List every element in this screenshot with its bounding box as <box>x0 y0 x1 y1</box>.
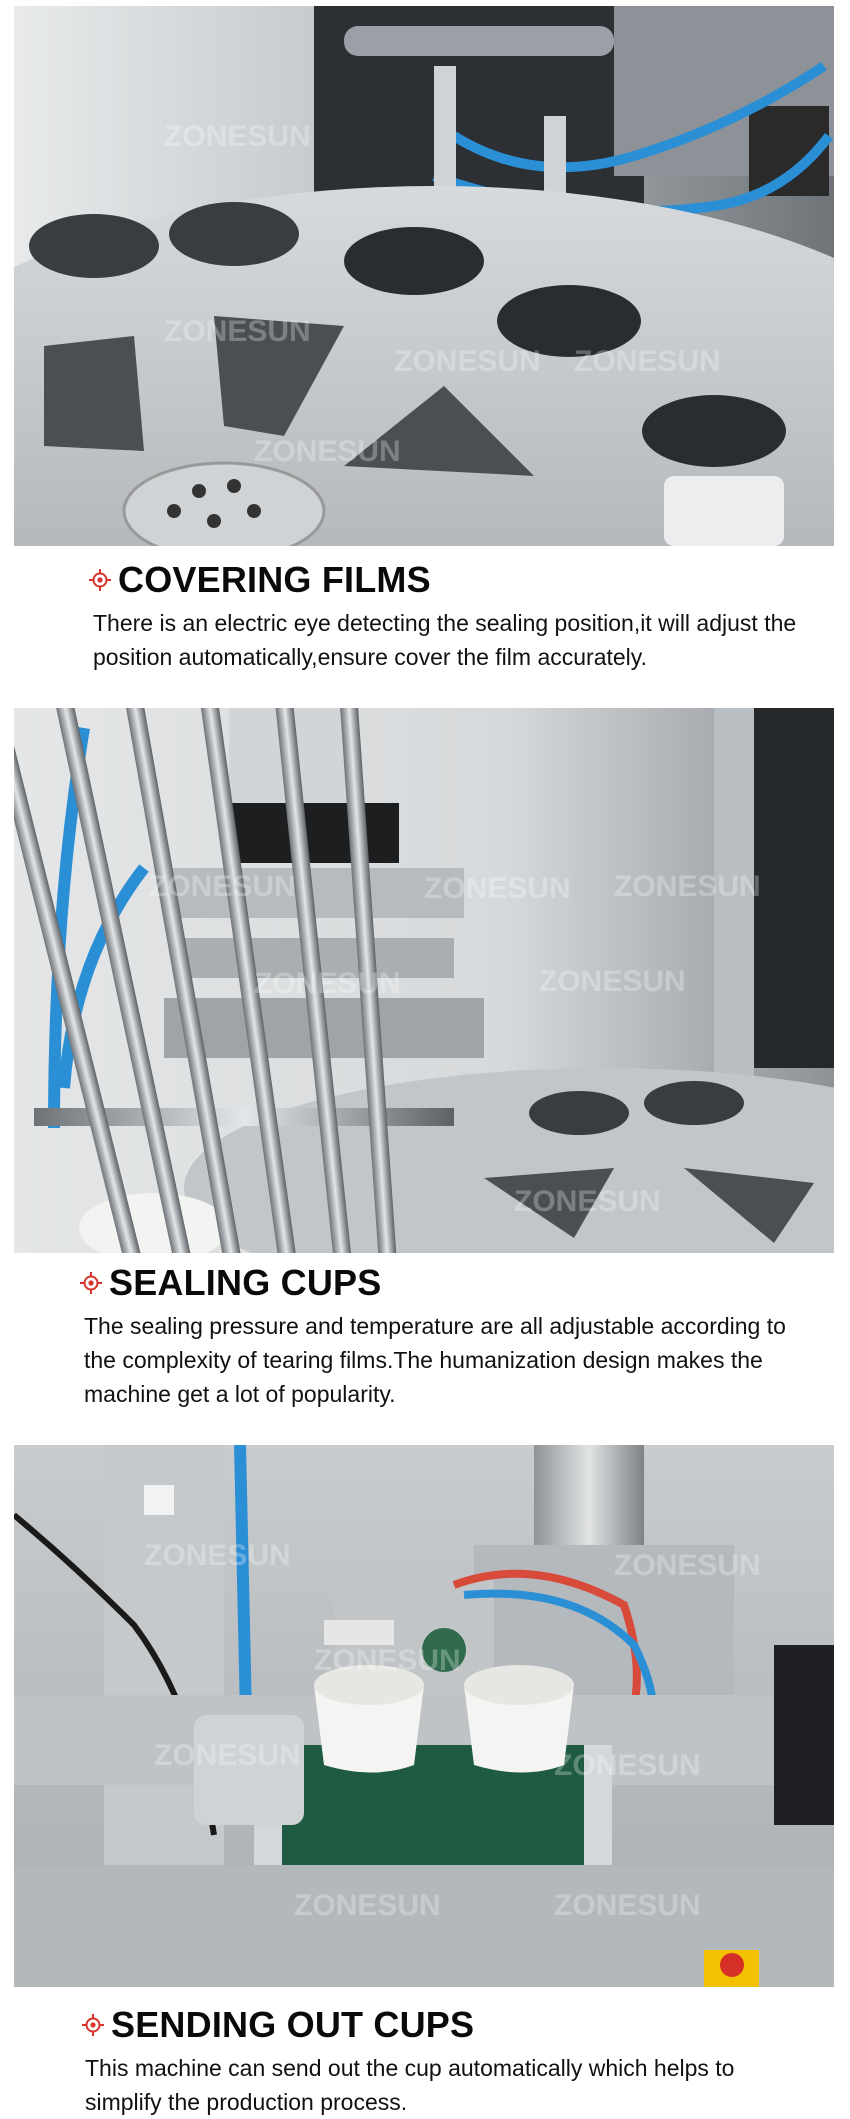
svg-text:ZONESUN: ZONESUN <box>154 1739 301 1772</box>
sending-out-cups-heading <box>81 2005 850 2045</box>
svg-text:ZONESUN: ZONESUN <box>554 1749 701 1782</box>
svg-text:ZONESUN: ZONESUN <box>164 315 311 348</box>
target-crosshair-icon <box>81 2013 105 2037</box>
section-title: COVERING FILMS <box>118 559 431 600</box>
svg-text:ZONESUN: ZONESUN <box>514 1185 661 1218</box>
svg-text:ZONESUN: ZONESUN <box>614 1549 761 1582</box>
svg-text:ZONESUN: ZONESUN <box>144 1539 291 1572</box>
section-title: SEALING CUPS <box>109 1262 382 1303</box>
sealing-cups-section <box>0 1263 850 1411</box>
section-description: The sealing pressure and temperature are all adjustable according to the complexity of tearing films.The humanization design makes the machine get a lot of popularity. <box>84 1313 786 1407</box>
covering-films-photo <box>14 6 834 546</box>
target-crosshair-icon <box>88 568 112 592</box>
covering-films-heading <box>88 560 850 600</box>
target-crosshair-icon <box>79 1271 103 1295</box>
sending-out-cups-photo <box>14 1445 834 1987</box>
svg-text:ZONESUN: ZONESUN <box>424 872 571 905</box>
svg-text:ZONESUN: ZONESUN <box>254 435 401 468</box>
section-description: This machine can send out the cup automatically which helps to simplify the production process. <box>85 2055 735 2115</box>
svg-text:ZONESUN: ZONESUN <box>539 965 686 998</box>
covering-films-section <box>0 560 850 674</box>
svg-text:ZONESUN: ZONESUN <box>314 1644 461 1677</box>
section-description: There is an electric eye detecting the sealing position,it will adjust the position automatically,ensure cover the film accurately. <box>93 610 797 670</box>
sealing-cups-heading <box>79 1263 850 1303</box>
svg-text:ZONESUN: ZONESUN <box>394 345 541 378</box>
svg-text:ZONESUN: ZONESUN <box>554 1889 701 1922</box>
section-title: SENDING OUT CUPS <box>111 2004 475 2045</box>
svg-text:ZONESUN: ZONESUN <box>574 345 721 378</box>
svg-text:ZONESUN: ZONESUN <box>294 1889 441 1922</box>
sealing-cups-photo <box>14 708 834 1253</box>
svg-text:ZONESUN: ZONESUN <box>614 870 761 903</box>
sending-out-cups-section <box>0 2005 850 2119</box>
svg-text:ZONESUN: ZONESUN <box>254 967 401 1000</box>
svg-text:ZONESUN: ZONESUN <box>149 870 296 903</box>
svg-text:ZONESUN: ZONESUN <box>164 120 311 153</box>
